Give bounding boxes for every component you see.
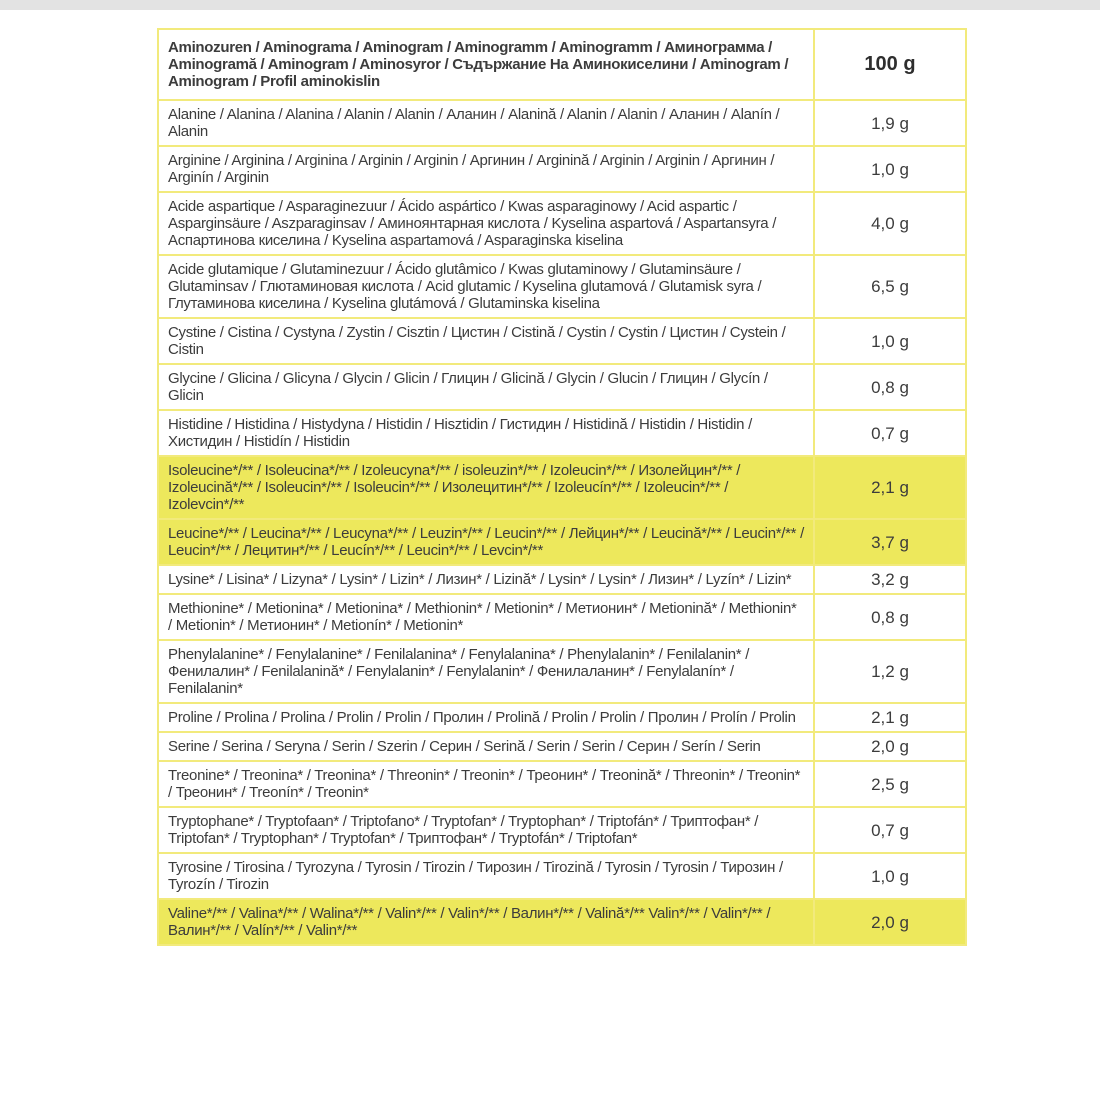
page-top-divider	[0, 0, 1100, 10]
table-header-row	[158, 29, 966, 100]
amino-acid-amount: 4,0 g	[814, 192, 966, 255]
amino-acid-amount: 2,0 g	[814, 899, 966, 945]
table-row	[158, 594, 966, 640]
amino-acid-names: Histidine / Histidina / Histydyna / Histidin / Hisztidin / Гистидин / Histidină / Histidin / Histidin / Хистидин / Histidín / Histidin	[158, 410, 814, 456]
table-row	[158, 146, 966, 192]
amino-acid-amount: 2,5 g	[814, 761, 966, 807]
table-row	[158, 640, 966, 703]
amino-acid-names: Acide aspartique / Asparaginezuur / Ácido aspártico / Kwas asparaginowy / Acid aspartic / Asparginsäure / Aszparaginsav / Аминоянтарная кислота / Kyselina aspartová / Aspartansyra / Аспартинова киселина / Kyselina aspartamová / Asparaginska kiselina	[158, 192, 814, 255]
amino-acid-amount: 6,5 g	[814, 255, 966, 318]
amino-acid-amount: 1,9 g	[814, 100, 966, 146]
amino-acid-names: Acide glutamique / Glutaminezuur / Ácido glutâmico / Kwas glutaminowy / Glutaminsäure / Glutaminsav / Глютаминовая кислота / Acid glutamic / Kyselina glutamová / Glutamisk syra / Глутаминова киселина / Kyselina glutámová / Glutaminska kiselina	[158, 255, 814, 318]
amino-acid-amount: 1,0 g	[814, 318, 966, 364]
amino-acid-amount: 1,2 g	[814, 640, 966, 703]
amino-acid-names: Proline / Prolina / Prolina / Prolin / Prolin / Пролин / Prolină / Prolin / Prolin / Пролин / Prolín / Prolin	[158, 703, 814, 732]
amino-acid-amount: 2,1 g	[814, 703, 966, 732]
amino-acid-names: Leucine*/** / Leucina*/** / Leucyna*/** / Leuzin*/** / Leucin*/** / Лейцин*/** / Leucină*/** / Leucin*/** / Leucin*/** / Лецитин*/** / Leucín*/** / Leucin*/** / Levcin*/**	[158, 519, 814, 565]
amino-acid-amount: 0,8 g	[814, 594, 966, 640]
amino-acid-amount: 2,1 g	[814, 456, 966, 519]
table-row	[158, 899, 966, 945]
table-row	[158, 519, 966, 565]
amino-acid-names: Isoleucine*/** / Isoleucina*/** / Izoleucyna*/** / isoleuzin*/** / Izoleucin*/** / Изолейцин*/** / Izoleucină*/** / Isoleucin*/** / Isoleucin*/** / Изолецитин*/** / Izoleucín*/** / Izoleucin*/** / Izolevcin*/**	[158, 456, 814, 519]
table-row	[158, 565, 966, 594]
amino-acid-amount: 0,7 g	[814, 410, 966, 456]
table-row	[158, 100, 966, 146]
table-row	[158, 192, 966, 255]
table-row	[158, 761, 966, 807]
amino-acid-names: Valine*/** / Valina*/** / Walina*/** / Valin*/** / Valin*/** / Валин*/** / Valină*/** Valin*/** / Valin*/** / Валин*/** / Valín*/** / Valin*/**	[158, 899, 814, 945]
amino-acid-amount: 1,0 g	[814, 146, 966, 192]
amino-acid-names: Alanine / Alanina / Alanina / Alanin / Alanin / Аланин / Alanină / Alanin / Alanin / Аланин / Alanín / Alanin	[158, 100, 814, 146]
amino-acid-names: Cystine / Cistina / Cystyna / Zystin / Cisztin / Цистин / Cistină / Cystin / Cystin / Цистин / Cystein / Cistin	[158, 318, 814, 364]
amino-acid-names: Treonine* / Treonina* / Treonina* / Threonin* / Treonin* / Треонин* / Treonină* / Threonin* / Treonin* / Треонин* / Treonín* / Treonin*	[158, 761, 814, 807]
amino-acid-names: Tryptophane* / Tryptofaan* / Triptofano* / Tryptofan* / Tryptophan* / Triptofán* / Триптофан* / Triptofan* / Tryptophan* / Tryptofan* / Триптофан* / Tryptofán* / Triptofan*	[158, 807, 814, 853]
table-row	[158, 853, 966, 899]
amino-acid-amount: 0,7 g	[814, 807, 966, 853]
amino-acid-names: Phenylalanine* / Fenylalanine* / Fenilalanina* / Fenylalanina* / Phenylalanin* / Fenilalanin* / Фенилалин* / Fenilalanină* / Fenylalanin* / Fenylalanin* / Фенилаланин* / Fenylalanín* / Fenilalanin*	[158, 640, 814, 703]
amino-acid-amount: 3,7 g	[814, 519, 966, 565]
amino-acid-names: Glycine / Glicina / Glicyna / Glycin / Glicin / Глицин / Glicină / Glycin / Glucin / Глицин / Glycín / Glicin	[158, 364, 814, 410]
table-row	[158, 318, 966, 364]
header-names-cell: Aminozuren / Aminograma / Aminogram / Aminogramm / Aminogramm / Аминограмма / Aminogramă / Aminogram / Aminosyror / Съдържание На Аминокиселини / Aminogram / Aminogram / Profil aminokislin	[158, 29, 814, 100]
table-row	[158, 807, 966, 853]
amino-acid-amount: 3,2 g	[814, 565, 966, 594]
amino-acid-names: Methionine* / Metionina* / Metionina* / Methionin* / Metionin* / Метионин* / Metionină* / Methionin* / Metionin* / Метионин* / Metionín* / Metionin*	[158, 594, 814, 640]
amino-acid-amount: 1,0 g	[814, 853, 966, 899]
amino-acid-amount: 0,8 g	[814, 364, 966, 410]
aminogram-table	[157, 28, 967, 946]
table-row	[158, 703, 966, 732]
aminogram-table-body	[158, 29, 966, 945]
amino-acid-amount: 2,0 g	[814, 732, 966, 761]
amino-acid-names: Arginine / Arginina / Arginina / Arginin / Arginin / Аргинин / Arginină / Arginin / Arginin / Аргинин / Arginín / Arginin	[158, 146, 814, 192]
table-row	[158, 456, 966, 519]
table-row	[158, 732, 966, 761]
table-row	[158, 410, 966, 456]
amino-acid-names: Serine / Serina / Seryna / Serin / Szerin / Серин / Serină / Serin / Serin / Серин / Serín / Serin	[158, 732, 814, 761]
table-row	[158, 364, 966, 410]
table-row	[158, 255, 966, 318]
amino-acid-names: Lysine* / Lisina* / Lizyna* / Lysin* / Lizin* / Лизин* / Lizină* / Lysin* / Lysin* / Лизин* / Lyzín* / Lizin*	[158, 565, 814, 594]
amino-acid-names: Tyrosine / Tirosina / Tyrozyna / Tyrosin / Tirozin / Тирозин / Tirozină / Tyrosin / Tyrosin / Тирозин / Tyrozín / Tirozin	[158, 853, 814, 899]
header-amount-cell: 100 g	[814, 29, 966, 100]
